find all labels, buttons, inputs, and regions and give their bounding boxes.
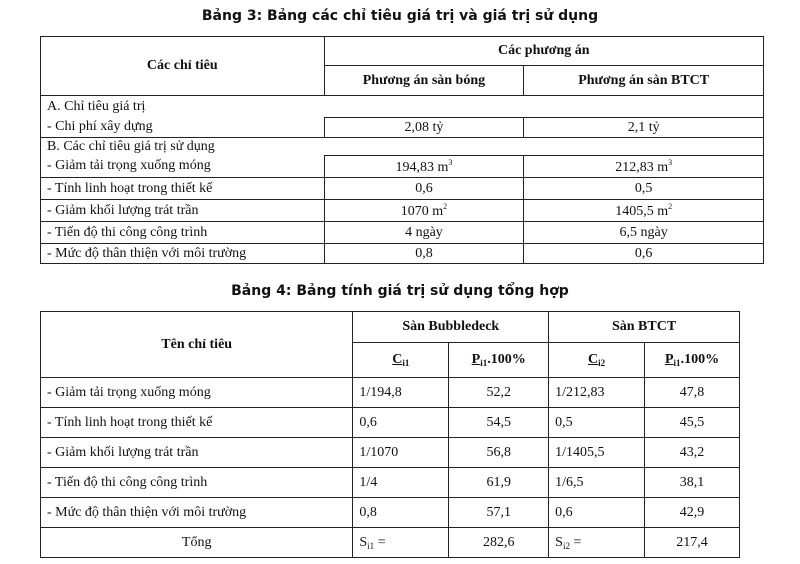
row-c1: 1/4 bbox=[353, 468, 449, 498]
col-header-c1: $C_{i1}$ bbox=[353, 343, 449, 378]
row-label: - Giảm khối lượng trát trần bbox=[41, 438, 353, 468]
table-row bbox=[41, 200, 764, 222]
row-label: - Giảm tải trọng xuống móng bbox=[41, 156, 325, 178]
row-c1: 0,8 bbox=[353, 498, 449, 528]
table-row bbox=[41, 378, 740, 408]
row-c2: 1/1405,5 bbox=[549, 438, 645, 468]
row-label: - Tiến độ thi công công trình bbox=[41, 222, 325, 244]
col-header-p1: $P_{i1}.100\%$ bbox=[449, 343, 549, 378]
row-p2: 43,2 bbox=[645, 438, 740, 468]
row-c2: 0,6 bbox=[549, 498, 645, 528]
row-p1: 57,1 bbox=[449, 498, 549, 528]
row-value-opt2: 0,5 bbox=[524, 178, 764, 200]
row-c1: 1/194,8 bbox=[353, 378, 449, 408]
row-label: - Mức độ thân thiện với môi trường bbox=[41, 498, 353, 528]
row-p1: 52,2 bbox=[449, 378, 549, 408]
row-c1: 0,6 bbox=[353, 408, 449, 438]
row-p2: 45,5 bbox=[645, 408, 740, 438]
row-p2: 38,1 bbox=[645, 468, 740, 498]
row-value-opt2: 1405,5 $m^2$ bbox=[524, 200, 764, 222]
table3-caption: Bảng 3: Bảng các chỉ tiêu giá trị và giá trị sử dụng bbox=[201, 8, 599, 24]
table3 bbox=[40, 36, 764, 264]
table4 bbox=[40, 311, 740, 558]
table3-header-options: Các phương án bbox=[324, 37, 763, 66]
total-s1: $S_{i1}$ = bbox=[353, 528, 449, 558]
col-header-p2: $P_{i1}.100\%$ bbox=[645, 343, 740, 378]
row-label: - Giảm tải trọng xuống móng bbox=[41, 378, 353, 408]
row-value-opt2: 212,83 $m^3$ bbox=[524, 156, 764, 178]
row-value-opt1: 2,08 tỷ bbox=[324, 118, 524, 138]
col-header-c2: $C_{i2}$ bbox=[549, 343, 645, 378]
total-v1: 282,6 bbox=[449, 528, 549, 558]
row-p1: 54,5 bbox=[449, 408, 549, 438]
table-row bbox=[41, 222, 764, 244]
row-label: - Giảm khối lượng trát trần bbox=[41, 200, 325, 222]
row-label: - Tiến độ thi công công trình bbox=[41, 468, 353, 498]
total-s2: $S_{i2}$ = bbox=[549, 528, 645, 558]
row-label: - Tính linh hoạt trong thiết kế bbox=[41, 408, 353, 438]
row-c2: 1/6,5 bbox=[549, 468, 645, 498]
table-row-total bbox=[41, 528, 740, 558]
row-value-opt1: 0,8 bbox=[324, 244, 524, 264]
table3-header-criteria: Các chỉ tiêu bbox=[41, 37, 325, 96]
table-row bbox=[41, 118, 764, 138]
row-label: - Mức độ thân thiện với môi trường bbox=[41, 244, 325, 264]
table3-header-opt1: Phương án sàn bóng bbox=[324, 66, 524, 96]
table-row bbox=[41, 244, 764, 264]
table3-header-opt2: Phương án sàn BTCT bbox=[524, 66, 764, 96]
row-value-opt2: 0,6 bbox=[524, 244, 764, 264]
table3-section-b: B. Các chỉ tiêu giá trị sử dụng bbox=[41, 138, 764, 156]
row-c2: 1/212,83 bbox=[549, 378, 645, 408]
row-p1: 56,8 bbox=[449, 438, 549, 468]
row-value-opt1: 1070 $m^2$ bbox=[324, 200, 524, 222]
row-p2: 42,9 bbox=[645, 498, 740, 528]
total-v2: 217,4 bbox=[645, 528, 740, 558]
table4-caption: Bảng 4: Bảng tính giá trị sử dụng tổng hợp bbox=[231, 283, 569, 299]
table-row bbox=[41, 498, 740, 528]
table4-header-bubbledeck: Sàn Bubbledeck bbox=[353, 312, 549, 343]
row-value-opt1: 194,83 $m^3$ bbox=[324, 156, 524, 178]
row-label: - Tính linh hoạt trong thiết kế bbox=[41, 178, 325, 200]
table-row bbox=[41, 156, 764, 178]
table3-section-a: A. Chỉ tiêu giá trị bbox=[41, 96, 764, 118]
row-c2: 0,5 bbox=[549, 408, 645, 438]
row-value-opt1: 0,6 bbox=[324, 178, 524, 200]
table-row bbox=[41, 178, 764, 200]
row-value-opt2: 2,1 tỷ bbox=[524, 118, 764, 138]
row-label: - Chi phí xây dựng bbox=[41, 118, 325, 138]
total-label: Tổng bbox=[41, 528, 353, 558]
row-p1: 61,9 bbox=[449, 468, 549, 498]
table-row bbox=[41, 408, 740, 438]
table-row bbox=[41, 468, 740, 498]
table4-header-btct: Sàn BTCT bbox=[549, 312, 740, 343]
table-row bbox=[41, 438, 740, 468]
row-value-opt2: 6,5 ngày bbox=[524, 222, 764, 244]
row-value-opt1: 4 ngày bbox=[324, 222, 524, 244]
row-p2: 47,8 bbox=[645, 378, 740, 408]
row-c1: 1/1070 bbox=[353, 438, 449, 468]
table4-header-name: Tên chỉ tiêu bbox=[41, 312, 353, 378]
